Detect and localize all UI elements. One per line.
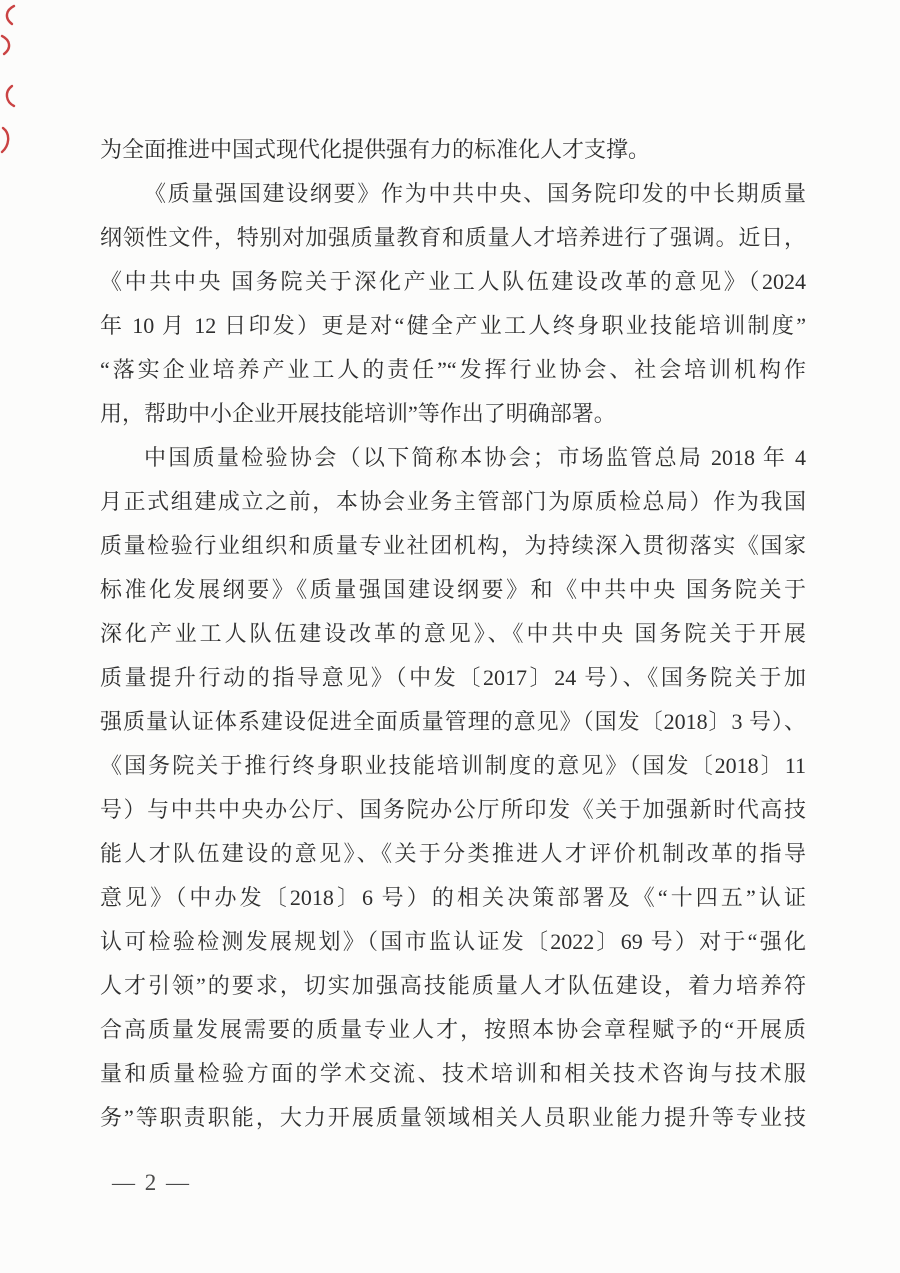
text-line: 人才引领”的要求，切实加强高技能质量人才队伍建设，着力培养符 — [100, 973, 806, 998]
text-line: 质量提升行动的指导意见》（中发〔2017〕24 号）、《国务院关于加 — [100, 665, 806, 690]
text-line: 强质量认证体系建设促进全面质量管理的意见》（国发〔2018〕3 号）、 — [100, 709, 806, 734]
text-line: 《质量强国建设纲要》作为中共中央、国务院印发的中长期质量 — [144, 181, 806, 206]
text-line: 标准化发展纲要》《质量强国建设纲要》和《中共中央 国务院关于 — [100, 577, 806, 602]
text-line: 深化产业工人队伍建设改革的意见》、《中共中央 国务院关于开展 — [100, 621, 806, 646]
text-line: 合高质量发展需要的质量专业人才，按照本协会章程赋予的“开展质 — [100, 1017, 806, 1042]
text-line: 用，帮助中小企业开展技能培训”等作出了明确部署。 — [100, 401, 616, 426]
text-line: 月正式组建成立之前，本协会业务主管部门为原质检总局）作为我国 — [100, 489, 806, 514]
document-body-text — [100, 128, 806, 1140]
text-line: 意见》（中办发〔2018〕6 号）的相关决策部署及《“十四五”认证 — [100, 885, 806, 910]
text-line: 《中共中央 国务院关于深化产业工人队伍建设改革的意见》（2024 — [100, 269, 806, 294]
text-line: 中国质量检验协会（以下简称本协会；市场监管总局 2018 年 4 — [144, 445, 806, 470]
text-line: 纲领性文件，特别对加强质量教育和质量人才培养进行了强调。近日， — [100, 225, 806, 250]
text-line: 号）与中共中央办公厅、国务院办公厅所印发《关于加强新时代高技 — [100, 797, 806, 822]
text-line: 为全面推进中国式现代化提供强有力的标准化人才支撑。 — [100, 137, 651, 162]
text-line: “落实企业培养产业工人的责任”“发挥行业协会、社会培训机构作 — [100, 357, 806, 382]
text-line: 量和质量检验方面的学术交流、技术培训和相关技术咨询与技术服 — [100, 1061, 806, 1086]
text-line: 《国务院关于推行终身职业技能培训制度的意见》（国发〔2018〕11 — [100, 753, 806, 778]
text-line: 质量检验行业组织和质量专业社团机构，为持续深入贯彻落实《国家 — [100, 533, 806, 558]
text-line: 认可检验检测发展规划》（国市监认证发〔2022〕69 号）对于“强化 — [100, 929, 806, 954]
text-line: 务”等职责职能，大力开展质量领域相关人员职业能力提升等专业技 — [100, 1105, 806, 1130]
text-line: 能人才队伍建设的意见》、《关于分类推进人才评价机制改革的指导 — [100, 841, 806, 866]
red-pen-marks-icon — [0, 0, 20, 160]
text-line: 年 10 月 12 日印发）更是对“健全产业工人终身职业技能培训制度” — [100, 313, 806, 338]
page-number: — 2 — — [112, 1170, 191, 1195]
